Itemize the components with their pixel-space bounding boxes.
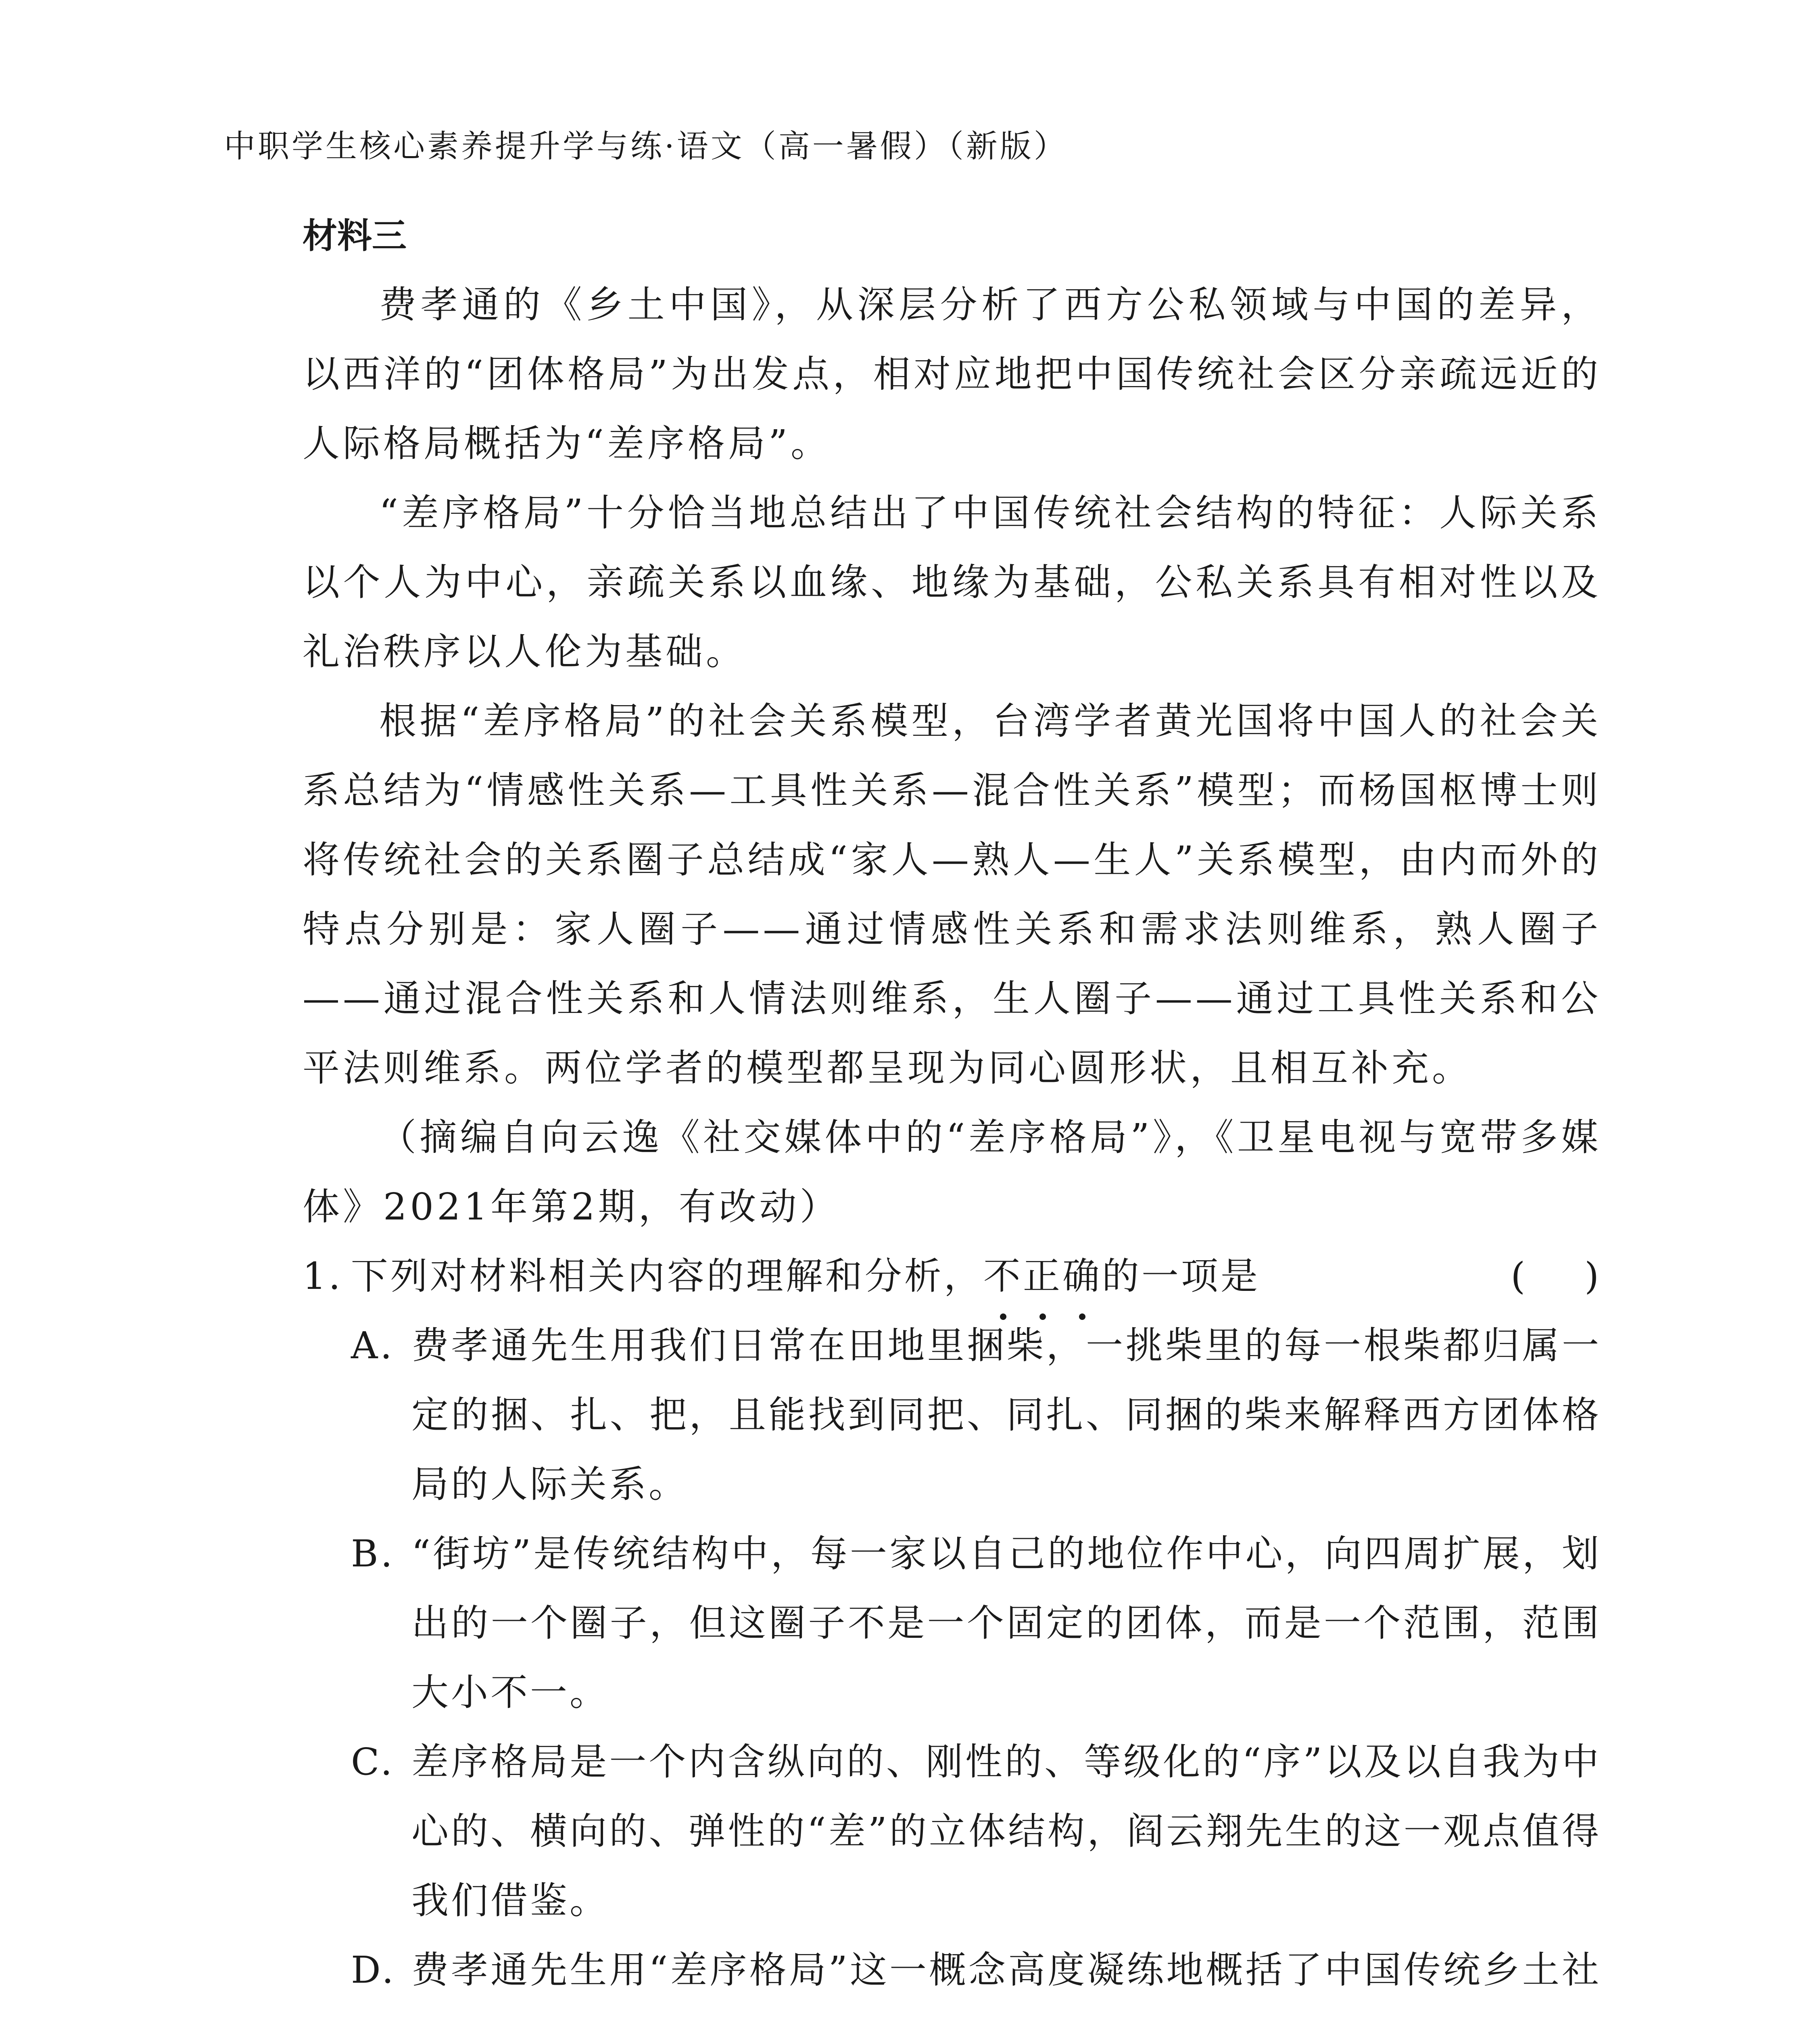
option-text: 费孝通先生用我们日常在田地里捆柴，一挑柴里的每一根柴都归属一定的捆、扎、把，且能找到同把、同扎、同捆的柴来解释西方团体格局的人际关系。 xyxy=(411,1324,1601,1506)
question-1-stem-before: 下列对材料相关内容的理解和分析， xyxy=(351,1255,983,1298)
paragraph-1: 费孝通的《乡土中国》，从深层分析了西方公私领域与中国的差异，以西洋的“团体格局”为出发点，相对应地把中国传统社会区分亲疏远近的人际格局概括为“差序格局”。 xyxy=(303,283,1601,465)
running-header: 中职学生核心素养提升学与练·语文（高一暑假）（新版） xyxy=(224,128,1068,165)
option-letter: B. xyxy=(351,1532,395,1575)
option-letter: A. xyxy=(351,1324,394,1367)
answer-blank: ( ) xyxy=(1511,1255,1601,1298)
emphasis-char: 正 xyxy=(1023,1242,1062,1311)
main-content xyxy=(303,202,1601,2017)
question-1-text xyxy=(303,1242,1494,1311)
question-1-number: 1. xyxy=(303,1255,343,1298)
question-1-stem xyxy=(303,1242,1601,1311)
question-1-option-a xyxy=(303,1311,1601,1519)
source-citation: （摘编自向云逸《社交媒体中的“差序格局”》，《卫星电视与宽带多媒体》2021年第2期，有改动） xyxy=(303,1116,1601,1228)
emphasis-char: 确 xyxy=(1062,1242,1102,1311)
emphasis-char: 不 xyxy=(983,1242,1023,1311)
option-text: 差序格局是一个内含纵向的、刚性的、等级化的“序”以及以自我为中心的、横向的、弹性的“差”的立体结构，阎云翔先生的这一观点值得我们借鉴。 xyxy=(411,1740,1601,1922)
question-1-stem-after: 的一项是 xyxy=(1102,1255,1260,1298)
question-1-option-b xyxy=(303,1519,1601,1727)
section-title: 材料三 xyxy=(303,216,407,256)
option-letter: C. xyxy=(351,1740,395,1783)
paragraph-2: “差序格局”十分恰当地总结出了中国传统社会结构的特征：人际关系以个人为中心，亲疏关系以血缘、地缘为基础，公私关系具有相对性以及礼治秩序以人伦为基础。 xyxy=(303,491,1601,673)
question-1-option-c xyxy=(303,1727,1601,1936)
paragraph-3: 根据“差序格局”的社会关系模型，台湾学者黄光国将中国人的社会关系总结为“情感性关系—工具性关系—混合性关系”模型；而杨国枢博士则将传统社会的关系圈子总结成“家人—熟人—生人”关系模型，由内而外的特点分别是：家人圈子——通过情感性关系和需求法则维系，熟人圈子——通过混合性关系和人情法则维系，生人圈子——通过工具性关系和公平法则维系。两位学者的模型都呈现为同心圆形状，且相互补充。 xyxy=(303,699,1601,1090)
option-letter: D. xyxy=(351,1948,396,1992)
question-1-option-d xyxy=(303,1936,1601,2017)
option-text: 费孝通先生用“差序格局”这一概念高度凝练地概括了中国传统乡土社 xyxy=(411,1948,1601,1992)
option-text: “街坊”是传统结构中，每一家以自己的地位作中心，向四周扩展，划出的一个圈子，但这圈子不是一个固定的团体，而是一个范围，范围大小不一。 xyxy=(411,1532,1601,1714)
